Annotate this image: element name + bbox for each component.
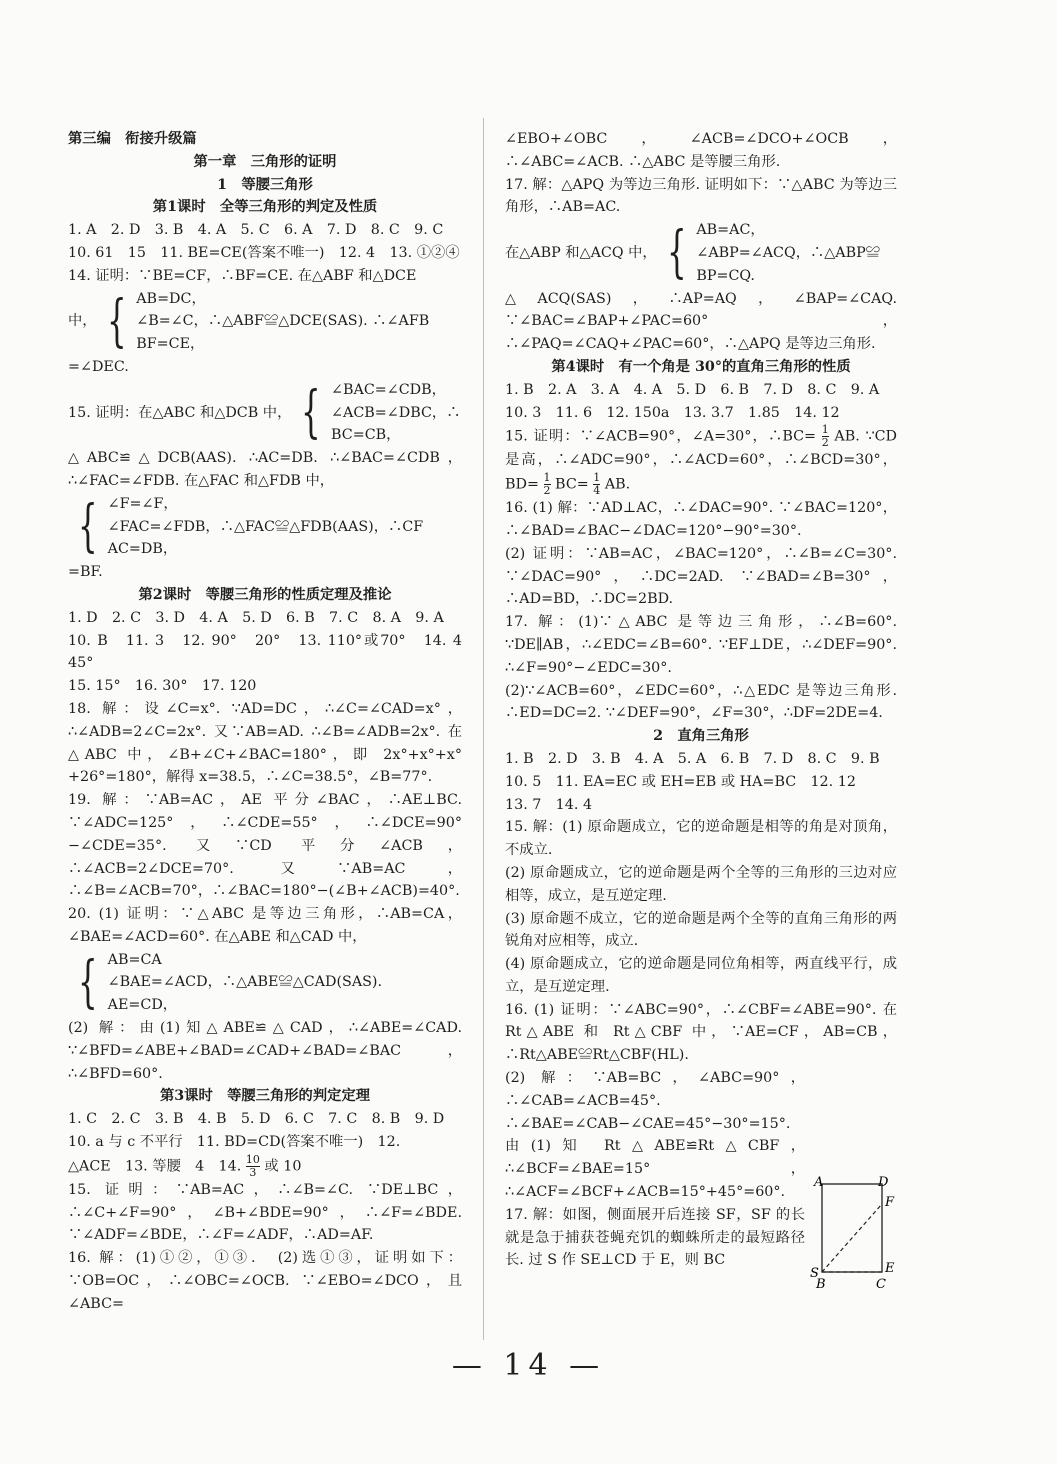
answer-paragraph [505, 424, 897, 497]
answer-paragraph: 20. (1) 证明：∵△ABC 是等边三角形，∴AB=CA，∠BAE=∠ACD=60°. 在△ABE 和△CAD 中， [68, 906, 462, 945]
brace-line: ∠BAE=∠ACD，∴△ABE≌△CAD(SAS). [107, 974, 383, 991]
answer-line: 13. 7 14. 4 [505, 796, 593, 813]
fraction-denominator: 2 [543, 484, 551, 498]
brace-group [68, 288, 462, 356]
answer-paragraph: 16. (1) 解：∵AD⊥AC，∴∠DAC=90°. ∵∠BAC=120°，∴∠BAD=∠BAC−∠DAC=120°−90°=30°. [505, 500, 897, 539]
brace-group [68, 493, 462, 561]
answer-line: 15. 15° 16. 30° 17. 120 [68, 678, 257, 695]
brace-line: AB=AC， [696, 222, 765, 239]
brace-line: AB=DC， [136, 290, 206, 307]
page-number: — 14 — [451, 1348, 606, 1383]
answer-paragraph: 15. 证明：∵AB=AC，∴∠B=∠C. ∵DE⊥BC，∴∠C+∠F=90°，∠B+∠BDE=90°，∴∠F=∠BDE. ∵∠ADF=∠BDE，∴∠F=∠ADF，∴AD=AF. [68, 1181, 462, 1244]
fraction-numerator: 1 [593, 471, 601, 485]
left-column [68, 128, 477, 1316]
answer-paragraph: (2) 解：由(1)知△ABE≌△CAD，∴∠ABE=∠CAD. ∵∠BFD=∠ABE+∠BAD=∠CAD+∠BAD=∠BAC，∴∠BFD=60°. [68, 1020, 462, 1082]
brace-prefix: 15. 证明：在△ABC 和△DCB 中， [68, 404, 292, 421]
brace-line: BF=CE， [136, 336, 205, 353]
answer-line: 1. D 2. C 3. D 4. A 5. D 6. B 7. C 8. A 9. A [68, 609, 444, 626]
section-title: 1 等腰三角形 [217, 176, 313, 193]
fraction [822, 424, 829, 449]
label-f: F [885, 1195, 895, 1210]
lesson-title: 第3课时 等腰三角形的判定定理 [159, 1088, 371, 1105]
answer-text: AB. [604, 476, 631, 493]
answer-paragraph: =∠DEC. [68, 358, 129, 375]
lesson-title: 第1课时 全等三角形的判定及性质 [152, 199, 378, 216]
answer-paragraph: 17. 解：(1)∵△ABC 是等边三角形，∴∠B=60°. ∵DE∥AB，∴∠EDC=∠B=60°. ∵EF⊥DE，∴∠DEF=90°. ∴∠F=90°−∠EDC=30°. [505, 614, 897, 676]
unfolded-rectangle-figure [810, 1174, 896, 1290]
answer-text: BD= [505, 476, 539, 493]
fraction-numerator: 1 [821, 423, 829, 437]
answer-paragraph: (2) 证明：∵AB=AC，∠BAC=120°，∴∠B=∠C=30°. ∵∠DAC=90°，∴DC=2AD. ∵∠BAD=∠B=30°，∴AD=BD，∴DC=2BD. [505, 545, 897, 608]
rectangle-outline [822, 1184, 882, 1272]
brace-group [68, 949, 462, 1017]
answer-text: AB. ∵CD 是高，∴∠ADC=90°，∴∠ACD=60°，∴∠BCD=30°， [505, 428, 897, 469]
answer-line: 1. A 2. D 3. B 4. A 5. C 6. A 7. D 8. C 9. C [68, 222, 444, 239]
answer-line: 10. 5 11. EA=EC 或 EH=EB 或 HA=BC 12. 12 [505, 773, 856, 790]
answer-paragraph: 19. 解：∵AB=AC，AE 平分∠BAC，∴AE⊥BC. ∵∠ADC=125°，∴∠CDE=55°，∴∠DCE=90°−∠CDE=35°. 又∵CD 平分∠ACB，∴∠ACB=2∠DCE=70°. 又∵AB=AC，∴∠B=∠ACB=70°，∴∠BAC=180°−(∠B+∠ACB)=40°. [68, 792, 462, 900]
brace-line: ∠ACB=∠DBC，∴ [331, 404, 461, 421]
brace-group [68, 379, 462, 447]
brace-line: ∠BAC=∠CDB， [331, 381, 446, 398]
fraction [544, 472, 551, 497]
answer-paragraph: △ACQ(SAS)，∴AP=AQ，∠BAP=∠CAQ. ∵∠BAC=∠BAP+∠PAC=60°，∴∠PAQ=∠CAQ+∠PAC=60°，∴△APQ 是等边三角形. [505, 290, 897, 353]
answer-paragraph: 18. 解：设∠C=x°. ∵AD=DC，∴∠C=∠CAD=x°，∴∠ADB=2∠C=2x°. 又∵AB=AD. ∴∠B=∠ADB=2x°. 在△ABC 中，∠B+∠C+∠BAC=180°，即 2x°+x°+x°+26°=180°，解得 x=38.5，∴∠C=38.5°，∠B=77°. [68, 700, 462, 786]
fraction-numerator: 1 [543, 471, 551, 485]
part-title: 第三编 衔接升级篇 [68, 131, 197, 147]
answer-paragraph: (2) 原命题成立，它的逆命题是两个全等的三角形的三边对应相等，成立，是互逆定理. [505, 864, 897, 904]
label-s: S [810, 1266, 819, 1281]
answer-line: 1. B 2. A 3. A 4. A 5. D 6. B 7. D 8. C 9. A [505, 381, 880, 398]
answer-line: 1. C 2. C 3. B 4. B 5. D 6. C 7. C 8. B 9. D [68, 1111, 445, 1128]
brace-line: ∠B=∠C，∴△ABF≌△DCE(SAS). ∴∠AFB [136, 313, 430, 330]
fraction-numerator: 10 [245, 1152, 260, 1166]
answer-text: 15. 证明：∵∠ACB=90°，∠A=30°，∴BC= [505, 428, 817, 445]
answer-paragraph: (4) 原命题成立，它的逆命题是同位角相等，两直线平行，成立，是互逆定理. [505, 956, 897, 995]
label-a: A [814, 1175, 824, 1190]
brace-line: ∠F=∠F， [107, 495, 178, 512]
answer-line: 10. 3 11. 6 12. 150a 13. 3.7 1.85 14. 12 [505, 404, 840, 421]
answer-line [68, 1154, 462, 1179]
label-b: B [816, 1277, 826, 1290]
fraction-denominator: 2 [821, 436, 829, 450]
brace-prefix: 中， [68, 313, 97, 330]
lesson-title: 第2课时 等腰三角形的性质定理及推论 [138, 586, 392, 603]
label-d: D [878, 1175, 889, 1190]
brace-icon: { [666, 220, 687, 286]
answer-paragraph: 16. (1) 证明：∵∠ABC=90°，∴∠CBF=∠ABE=90°. 在 Rt△ABE 和 Rt△CBF 中，∵AE=CF，AB=CB，∴Rt△ABE≌Rt△CBF(HL). [505, 1001, 897, 1064]
path-sf [822, 1204, 882, 1272]
answer-line: 10. 61 15 11. BE=CE(答案不唯一) 12. 4 13. ①②④ [68, 244, 460, 261]
brace-line: AB=CA [107, 951, 162, 968]
fraction-denominator: 3 [249, 1165, 257, 1179]
answer-text: 或 10 [264, 1158, 302, 1175]
chapter-title: 第一章 三角形的证明 [193, 153, 337, 170]
brace-group [505, 219, 897, 287]
fraction [593, 472, 600, 497]
answer-paragraph: △ABC≌△DCB(AAS). ∴AC=DB. ∴∠BAC=∠CDB，∴∠FAC=∠FDB. 在△FAC 和△FDB 中， [68, 450, 462, 489]
label-e: E [885, 1261, 895, 1276]
answer-line: 10. a 与 c 不平行 11. BD=CD(答案不唯一) 12. [68, 1134, 401, 1151]
brace-line: ∠ABP=∠ACQ，∴△ABP≌ [696, 244, 881, 261]
answer-line: 1. B 2. D 3. B 4. A 5. A 6. B 7. D 8. C 9. B [505, 750, 880, 767]
brace-icon: { [301, 379, 322, 445]
answer-paragraph: 17. 解：如图，侧面展开后连接 SF，SF 的长就是急于捕获苍蝇充饥的蜘蛛所走的最短路径长. 过 S 作 SE⊥CD 于 E，则 BC [505, 1206, 805, 1269]
answer-paragraph: 17. 解：△APQ 为等边三角形. 证明如下：∵△ABC 为等边三角形，∴AB=AC. [505, 176, 897, 216]
brace-line: BP=CQ. [696, 267, 755, 284]
brace-icon: { [78, 949, 98, 1015]
column-divider [483, 118, 484, 1340]
answer-paragraph: ∠EBO+∠OBC，∠ACB=∠DCO+∠OCB，∴∠ABC=∠ACB. ∴△ABC 是等腰三角形. [505, 131, 897, 170]
answer-line: 10. B 11. 3 12. 90° 20° 13. 110°或70° 14. 4 45° [68, 632, 477, 672]
label-c: C [876, 1277, 886, 1290]
brace-line: AC=DB， [107, 541, 178, 558]
answer-paragraph: 15. 解：(1) 原命题成立，它的逆命题是相等的角是对顶角，不成立. [505, 819, 897, 859]
fraction [246, 1154, 260, 1179]
answer-paragraph: =BF. [68, 564, 103, 581]
brace-line: BC=CB， [331, 427, 401, 444]
brace-line: ∠FAC=∠FDB，∴△FAC≌△FDB(AAS)，∴CF [107, 518, 424, 535]
answer-paragraph: (2) 解：∵AB=BC，∠ABC=90°，∴∠CAB=∠ACB=45°. ∴∠BAE=∠CAB−∠CAE=45°−30°=15°. 由(1)知 Rt△ABE≌Rt△CBF，∴∠BCF=∠BAE=15°，∴∠ACF=∠BCF+∠ACB=15°+45°=60°. [505, 1070, 805, 1201]
answer-paragraph: (3) 原命题不成立，它的逆命题是两个全等的直角三角形的两锐角对应相等，成立. [505, 910, 897, 950]
right-column [505, 128, 897, 1272]
answer-paragraph: 14. 证明：∵BE=CF，∴BF=CE. 在△ABF 和△DCE [68, 267, 417, 284]
brace-prefix: 在△ABP 和△ACQ 中， [505, 244, 657, 261]
section-title: 2 直角三角形 [653, 728, 749, 745]
brace-icon: { [106, 288, 127, 354]
answer-text: △ACE 13. 等腰 4 14. [68, 1158, 242, 1175]
brace-icon: { [78, 493, 98, 559]
answer-paragraph: 16. 解：(1)①②，①③. (2)选①③，证明如下：∵OB=OC，∴∠OBC=∠OCB. ∵∠EBO=∠DCO，且∠ABC= [68, 1250, 462, 1312]
answer-paragraph: (2)∵∠ACB=60°，∠EDC=60°，∴△EDC 是等边三角形. ∴ED=DC=2. ∵∠DEF=90°，∠F=30°，∴DF=2DE=4. [505, 682, 897, 722]
answer-text: BC= [555, 476, 589, 493]
fraction-denominator: 4 [593, 484, 601, 498]
lesson-title: 第4课时 有一个角是 30°的直角三角形的性质 [551, 358, 851, 375]
brace-line: AE=CD， [107, 997, 178, 1014]
